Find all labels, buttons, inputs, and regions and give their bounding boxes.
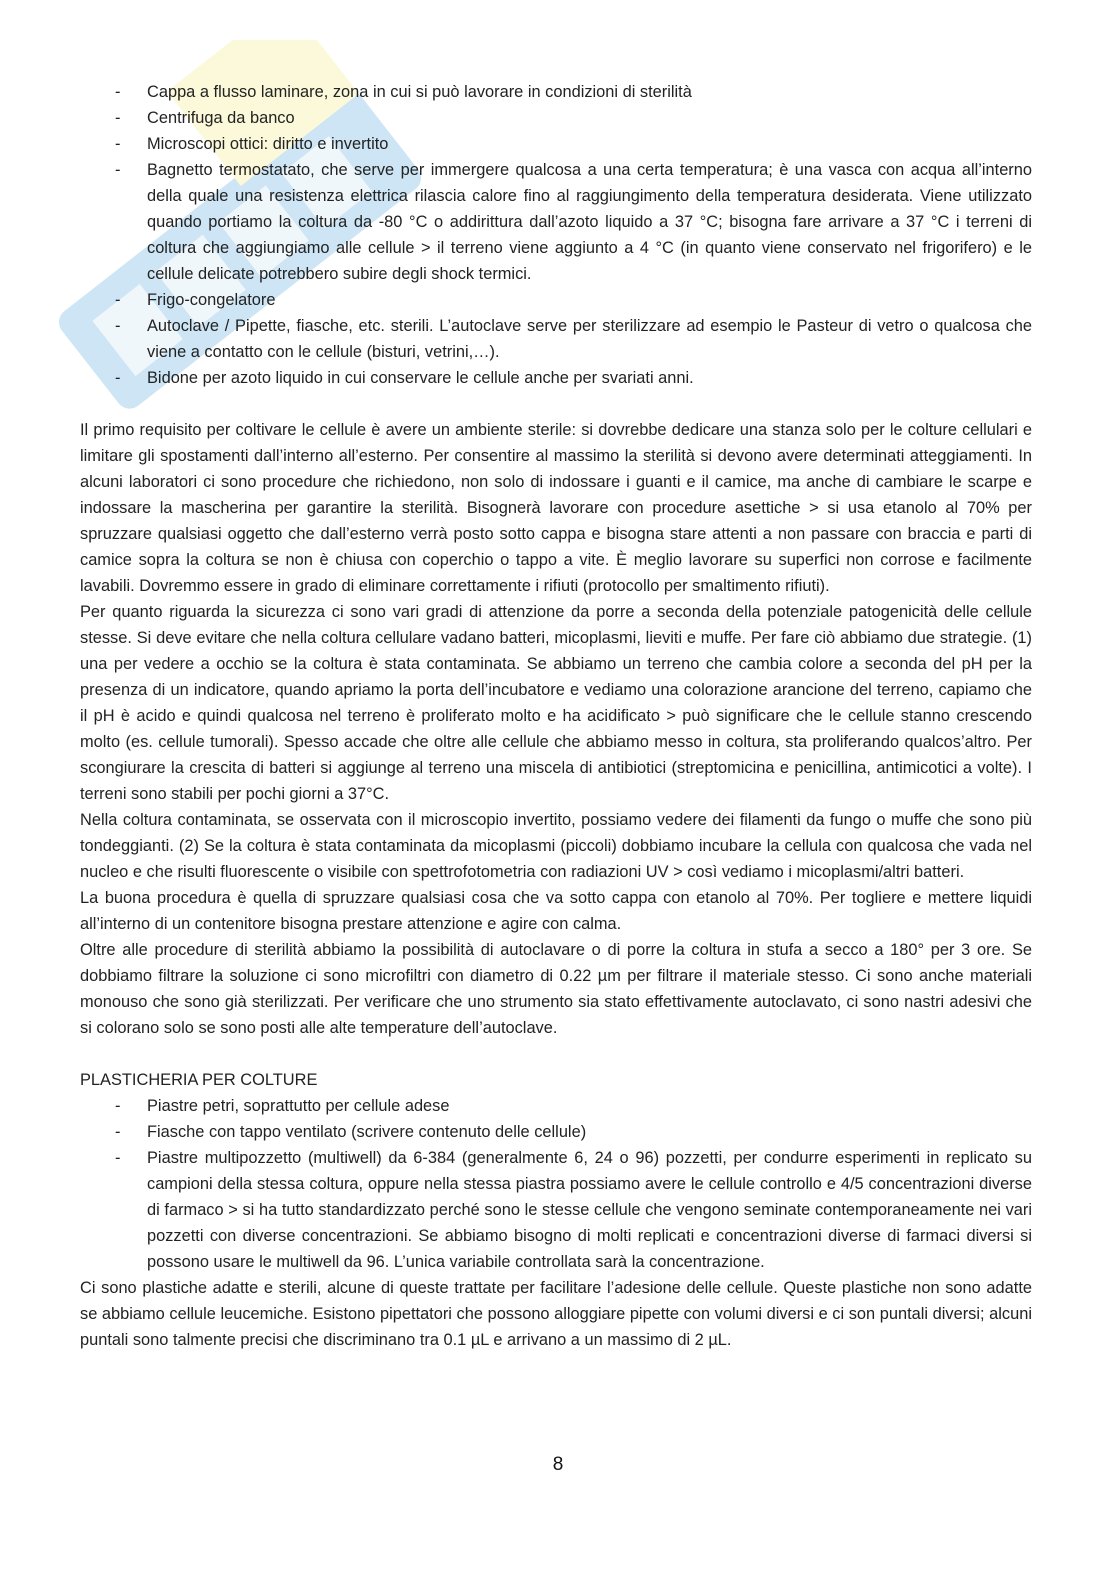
- section-heading: PLASTICHERIA PER COLTURE: [80, 1071, 318, 1089]
- paragraph-autoclave: Oltre alle procedure di sterilità abbiamo la possibilità di autoclavare o di porre la coltura in stufa a secco a 180° per 3 ore. Se dobbiamo filtrare la soluzione ci sono microfiltri con diametro di 0.22 µm per filtrare il materiale stesso. Ci sono anche materiali monouso che sono già sterilizzati. Per verificare che uno strumento sia stato effettivamente autoclavato, ci sono nastri adesivi che si colorano solo se sono posti alle alte temperature dell’autoclave.: [80, 941, 1032, 1037]
- bullet-dash: -: [115, 109, 121, 127]
- list-item-text: Bagnetto termostatato, che serve per immergere qualcosa a una certa temperatura; è una vasca con acqua all’interno della quale una resistenza elettrica rilascia calore fino al raggiungimento della temperatura desiderata. Viene utilizzato quando portiamo la coltura da -80 °C o addirittura dall’azoto liquido a 37 °C; bisogna fare arrivare a 37 °C i terreni di coltura che aggiungiamo alle cellule > il terreno viene aggiunto a 4 °C (in quanto viene conservato nel frigorifero) e le cellule delicate potrebbero subire degli shock termici.: [147, 161, 1032, 283]
- spacer: [80, 391, 1032, 417]
- list-item-text: Frigo-congelatore: [147, 291, 276, 309]
- list-item: [80, 157, 1032, 287]
- list-item-text: Piastre petri, soprattutto per cellule adese: [147, 1097, 450, 1115]
- paragraph-contamination: Nella coltura contaminata, se osservata con il microscopio invertito, possiamo vedere dei filamenti da fungo o muffe che sono più tondeggianti. (2) Se la coltura è stata contaminata da micoplasmi (piccoli) dobbiamo incubare la cellula con qualcosa che vada nel nucleo e che risulti fluorescente o visibile con spettrofotometria con radiazioni UV > così vediamo i micoplasmi/altri batteri.: [80, 811, 1032, 881]
- paragraph-plastics: Ci sono plastiche adatte e sterili, alcune di queste trattate per facilitare l’adesione delle cellule. Queste plastiche non sono adatte se abbiamo cellule leucemiche. Esistono pipettatori che possono alloggiare pipette con volumi diversi e ci son puntali diversi; alcuni puntali sono talmente precisi che discriminano tra 0.1 µL e arrivano a un massimo di 2 µL.: [80, 1279, 1032, 1349]
- list-item-text: Fiasche con tappo ventilato (scrivere contenuto delle cellule): [147, 1123, 587, 1141]
- spacer: [80, 1041, 1032, 1067]
- page-number: 8: [552, 1454, 564, 1475]
- list-item-text: Microscopi ottici: diritto e invertito: [147, 135, 389, 153]
- bullet-dash: -: [115, 369, 121, 387]
- list-item: [80, 365, 1032, 391]
- list-item: [80, 287, 1032, 313]
- list-item: [80, 131, 1032, 157]
- list-item: [80, 1119, 1032, 1145]
- list-item-text: Autoclave / Pipette, fiasche, etc. sterili. L’autoclave serve per sterilizzare ad esempio le Pasteur di vetro o qualcosa che viene a contatto con le cellule (bisturi, vetrini,…).: [147, 317, 1032, 361]
- bullet-dash: -: [115, 291, 121, 309]
- list-item: [80, 79, 1032, 105]
- list-item-text: Piastre multipozzetto (multiwell) da 6-384 (generalmente 6, 24 o 96) pozzetti, per condurre esperimenti in replicato su campioni della stessa coltura, oppure nella stessa piastra possiamo avere le cellule controllo e 4/5 concentrazioni diverse di farmaco > si ha tutto standardizzato perché sono le stesse cellule che vengono seminate contemporaneamente nei vari pozzetti con diverse concentrazioni. Se abbiamo bisogno di molti replicati e concentrazioni diverse di farmaci diversi si possono usare le multiwell da 96. L’unica variabile controllata sarà la concentrazione.: [147, 1149, 1032, 1271]
- bullet-dash: -: [115, 317, 121, 335]
- list-item-text: Cappa a flusso laminare, zona in cui si può lavorare in condizioni di sterilità: [147, 83, 692, 101]
- list-item: [80, 313, 1032, 365]
- paragraph-safety: Per quanto riguarda la sicurezza ci sono vari gradi di attenzione da porre a seconda della potenziale patogenicità delle cellule stesse. Si deve evitare che nella coltura cellulare vadano batteri, micoplasmi, lieviti e muffe. Per fare ciò abbiamo due strategie. (1) una per vedere a occhio se la coltura è stata contaminata. Se abbiamo un terreno che cambia colore a seconda del pH per la presenza di un indicatore, quando apriamo la porta dell’incubatore e vediamo una colorazione arancione del terreno, capiamo che il pH è acido e quindi qualcosa nel terreno è proliferato molto e ha acidificato > può significare che le cellule stanno crescendo molto (es. cellule tumorali). Spesso accade che oltre alle cellule che abbiamo messo in coltura, sta proliferando qualcos’altro. Per scongiurare la crescita di batteri si aggiunge al terreno una miscela di antibiotici (streptomicina e penicillina, antimicotici a volte). I terreni sono stabili per pochi giorni a 37°C.: [80, 603, 1032, 803]
- bullet-dash: -: [115, 1123, 121, 1141]
- bullet-dash: -: [115, 135, 121, 153]
- bullet-dash: -: [115, 83, 121, 101]
- list-item: [80, 1093, 1032, 1119]
- bullet-dash: -: [115, 1149, 121, 1167]
- list-item: [80, 105, 1032, 131]
- paragraph-procedure: La buona procedura è quella di spruzzare qualsiasi cosa che va sotto cappa con etanolo al 70%. Per togliere e mettere liquidi all’interno di un contenitore bisogna prestare attenzione e agire con calma.: [80, 889, 1032, 933]
- list-item-text: Bidone per azoto liquido in cui conservare le cellule anche per svariati anni.: [147, 369, 694, 387]
- plasticware-list: [80, 1093, 1032, 1275]
- list-item: [80, 1145, 1032, 1275]
- bullet-dash: -: [115, 161, 121, 179]
- document-body: [80, 79, 1032, 1353]
- equipment-list: [80, 79, 1032, 391]
- list-item-text: Centrifuga da banco: [147, 109, 295, 127]
- paragraph-sterility: Il primo requisito per coltivare le cellule è avere un ambiente sterile: si dovrebbe dedicare una stanza solo per le colture cellulari e limitare gli spostamenti dall’interno all’esterno. Per consentire al massimo la sterilità si devono avere determinati atteggiamenti. In alcuni laboratori ci sono procedure che richiedono, non solo di indossare i guanti e il camice, ma anche di cambiare le scarpe e indossare la mascherina per garantire la sterilità. Bisognerà lavorare con procedure asettiche > si usa etanolo al 70% per spruzzare qualsiasi oggetto che dall’esterno verrà posto sotto cappa e bisogna stare attenti a non passare con braccia e parti di camice sopra la coltura se non è chiusa con coperchio o tappo a vite. È meglio lavorare su superfici non corrose e facilmente lavabili. Dovremmo essere in grado di eliminare correttamente i rifiuti (protocollo per smaltimento rifiuti).: [80, 421, 1032, 595]
- bullet-dash: -: [115, 1097, 121, 1115]
